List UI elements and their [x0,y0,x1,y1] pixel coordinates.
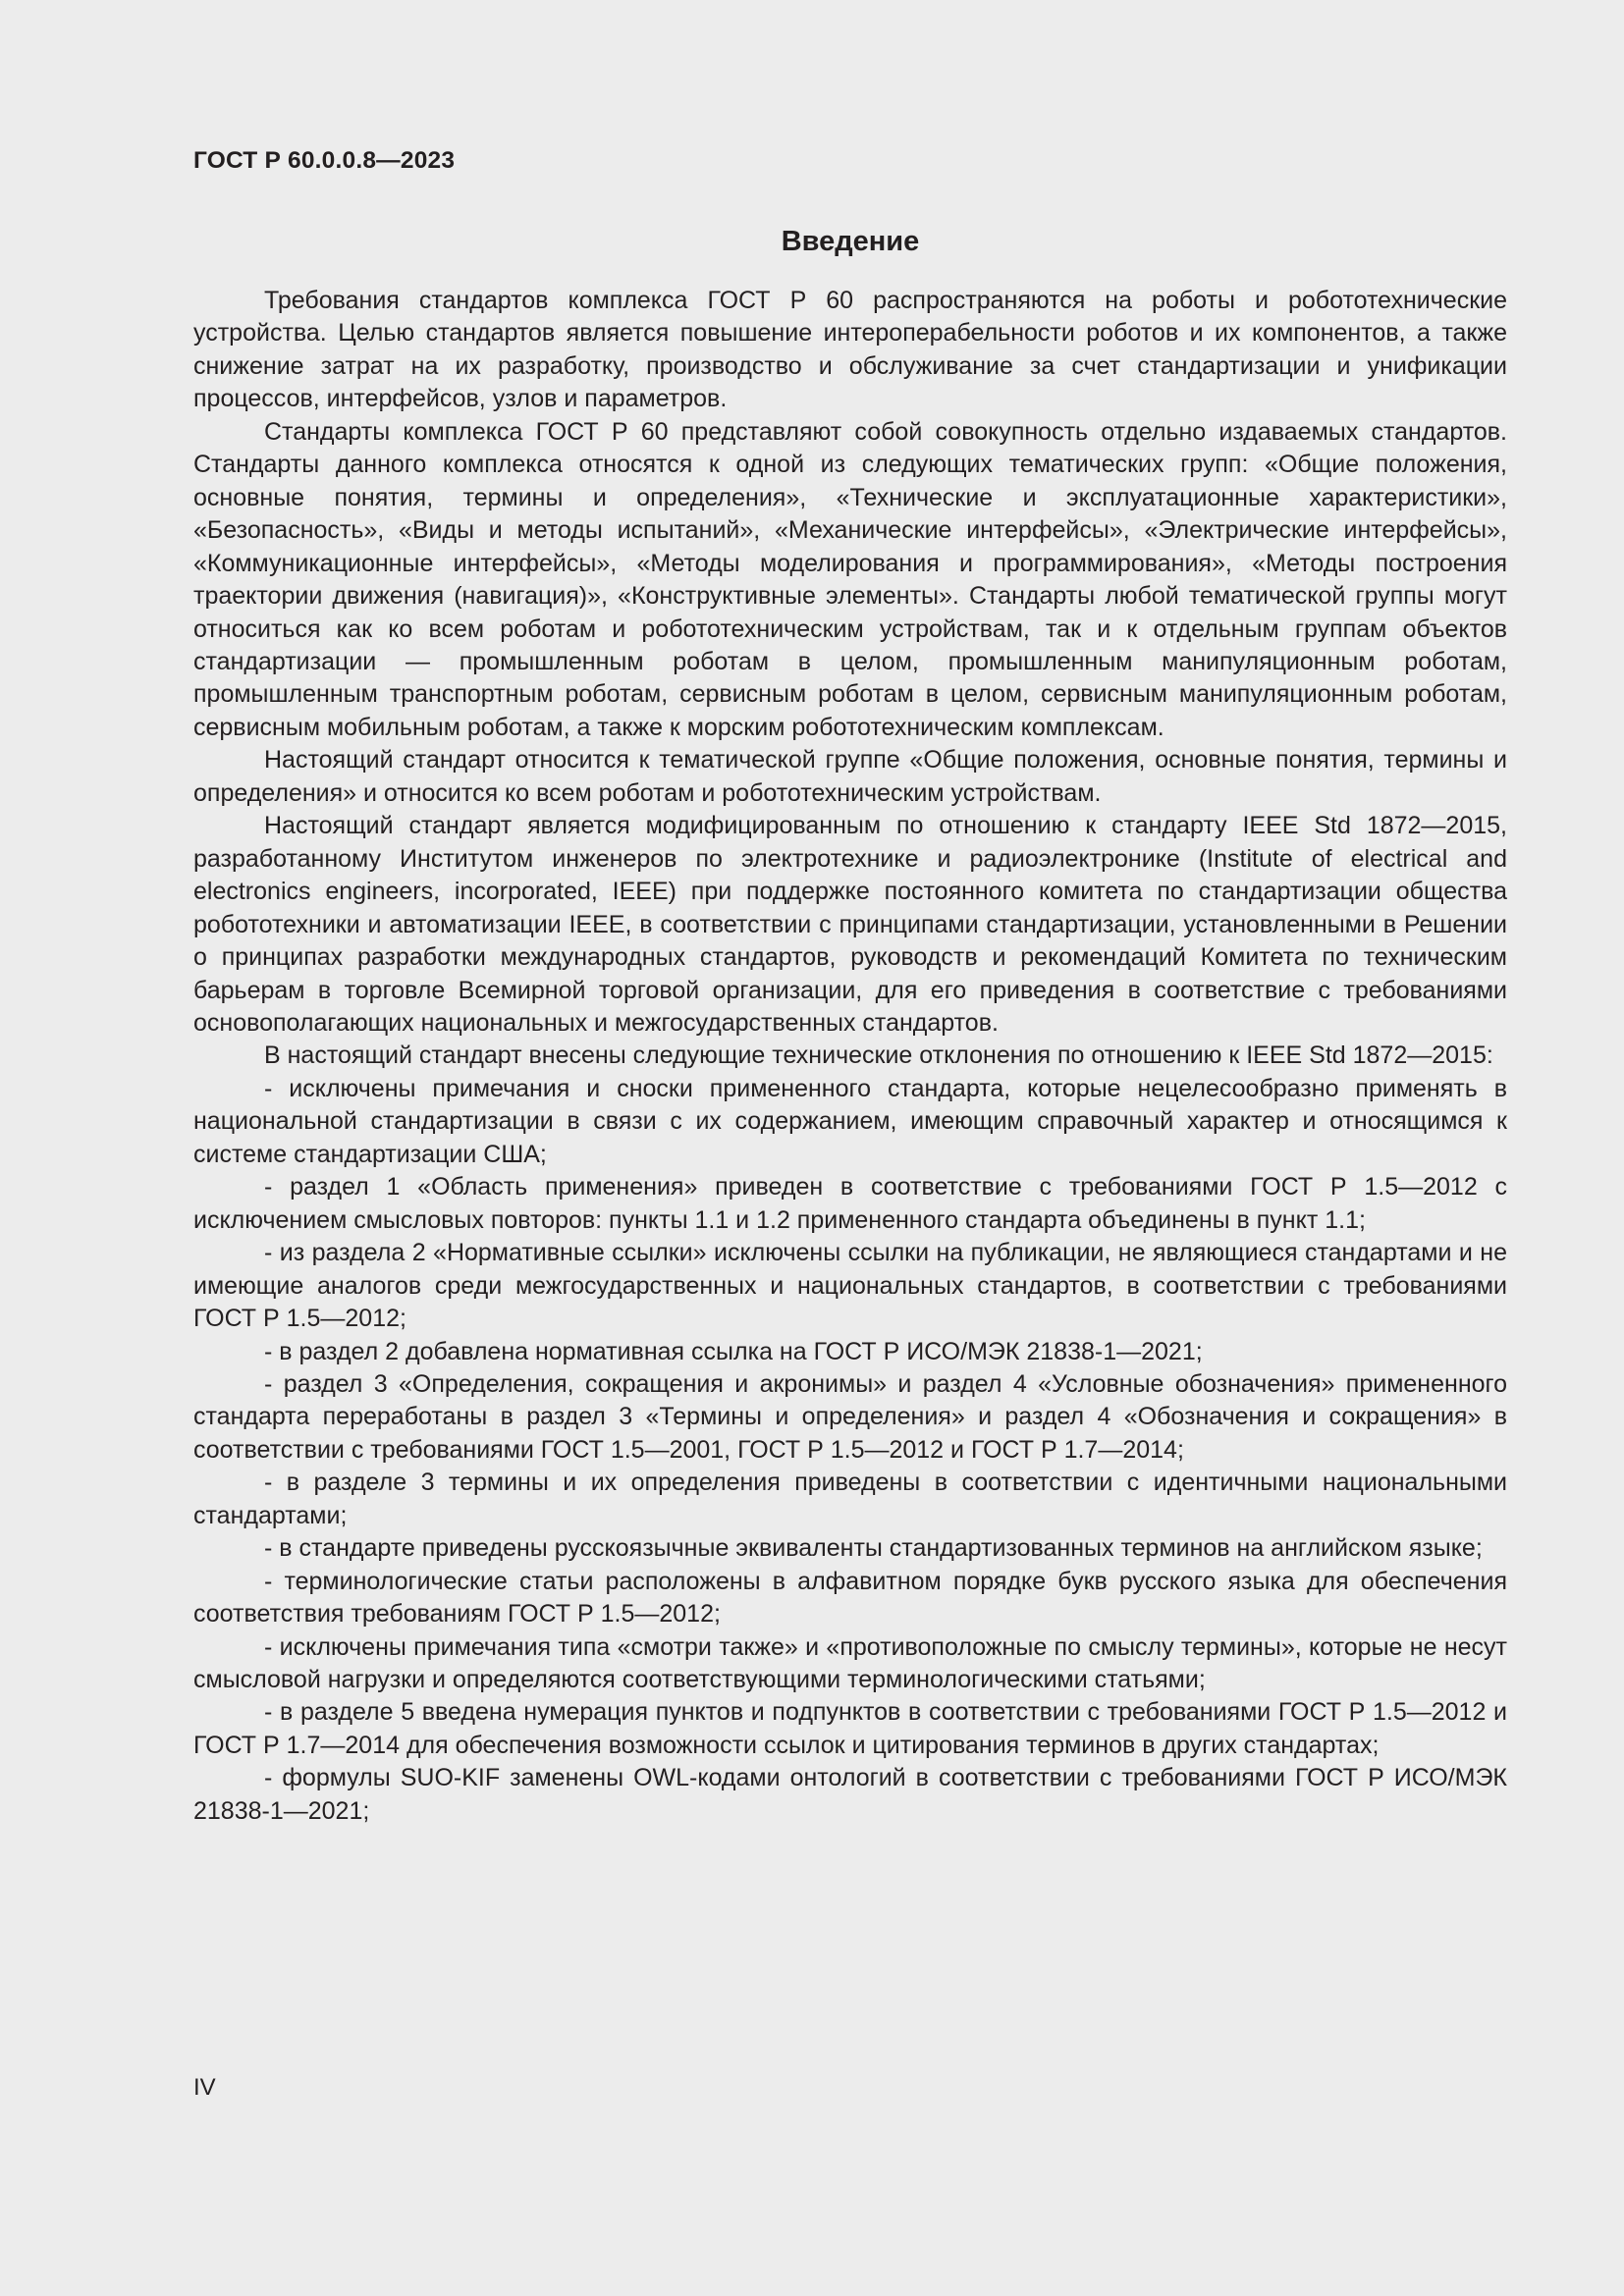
page-number: IV [193,2074,216,2101]
list-item: - в разделе 5 введена нумерация пунктов и подпунктов в соответствии с требованиями ГОСТ Р 1.5—2012 и ГОСТ Р 1.7—2014 для обеспечения возможности ссылок и цитирования терминов в других стандартах; [193,1698,1507,1759]
list-item: - в разделе 3 термины и их определения приведены в соответствии с идентичными национальными стандартами; [193,1468,1507,1529]
list-item: - раздел 3 «Определения, сокращения и акронимы» и раздел 4 «Условные обозначения» примененного стандарта переработаны в раздел 3 «Термины и определения» и раздел 4 «Обозначения и сокращения» в соответствии с требованиями ГОСТ 1.5—2001, ГОСТ Р 1.5—2012 и ГОСТ Р 1.7—2014; [193,1369,1507,1464]
list-item: - в стандарте приведены русскоязычные эквиваленты стандартизованных терминов на английском языке; [264,1534,1483,1563]
list-item: - из раздела 2 «Нормативные ссылки» исключены ссылки на публикации, не являющиеся стандартами и не имеющие аналогов среди межгосударственных и национальных стандартов, в соответствии с требованиями ГОСТ Р 1.5—2012; [193,1239,1507,1333]
list-item: - терминологические статьи расположены в алфавитном порядке букв русского языка для обеспечения соответствия требованиям ГОСТ Р 1.5—2012; [193,1567,1507,1629]
list-item: - раздел 1 «Область применения» приведен в соответствие с требованиями ГОСТ Р 1.5—2012 с исключением смысловых повторов: пункты 1.1 и 1.2 примененного стандарта объединены в пункт 1.1; [193,1173,1507,1234]
paragraph: Требования стандартов комплекса ГОСТ Р 60 распространяются на роботы и робототехнические устройства. Целью стандартов является повышение интероперабельности роботов и их компонентов, а также снижение затрат на их разработку, производство и обслуживание за счет стандартизации и унификации процессов, интерфейсов, узлов и параметров. [193,287,1507,413]
paragraph: Настоящий стандарт является модифицированным по отношению к стандарту IEEE Std 1872—2015, разработанному Институтом инженеров по электротехнике и радиоэлектронике (Institute of electrical and electronics engineers, incorporated, IEEE) при поддержке постоянного комитета по стандартизации общества робототехники и автоматизации IEEE, в соответствии с принципами стандартизации, установленными в Решении о принципах разработки международных стандартов, руководств и рекомендаций Комитета по техническим барьерам в торговле Всемирной торговой организации, для его приведения в соответствие с требованиями основополагающих национальных и межгосударственных стандартов. [193,812,1507,1037]
list-item: - исключены примечания и сноски примененного стандарта, которые нецелесообразно применять в национальной стандартизации в связи с их содержанием, имеющим справочный характер и относящимся к системе стандартизации США; [193,1074,1507,1168]
paragraph: Настоящий стандарт относится к тематической группе «Общие положения, основные понятия, термины и определения» и относится ко всем роботам и робототехническим устройствам. [193,746,1507,807]
list-item: - исключены примечания типа «смотри также» и «противоположные по смыслу термины», которые не несут смысловой нагрузки и определяются соответствующими терминологическими статьями; [193,1632,1507,1694]
list-item: - формулы SUO-KIF заменены OWL-кодами онтологий в соответствии с требованиями ГОСТ Р ИСО/МЭК 21838-1—2021; [193,1764,1507,1825]
section-title: Введение [781,226,920,257]
body-text [193,285,1507,1828]
document-code-header: ГОСТ Р 60.0.0.8—2023 [193,147,456,174]
paragraph: В настоящий стандарт внесены следующие технические отклонения по отношению к IEEE Std 1872—2015: [264,1041,1493,1070]
list-item: - в раздел 2 добавлена нормативная ссылка на ГОСТ Р ИСО/МЭК 21838-1—2021; [264,1337,1203,1365]
paragraph: Стандарты комплекса ГОСТ Р 60 представляют собой совокупность отдельно издаваемых стандартов. Стандарты данного комплекса относятся к одной из следующих тематических групп: «Общие положения, основные понятия, термины и определения», «Технические и эксплуатационные характеристики», «Безопасность», «Виды и методы испытаний», «Механические интерфейсы», «Электрические интерфейсы», «Коммуникационные интерфейсы», «Методы моделирования и программирования», «Методы построения траектории движения (навигация)», «Конструктивные элементы». Стандарты любой тематической группы могут относиться как ко всем роботам и робототехническим устройствам, так и к отдельным группам объектов стандартизации — промышленным роботам в целом, промышленным манипуляционным роботам, промышленным транспортным роботам, сервисным роботам в целом, сервисным манипуляционным роботам, сервисным мобильным роботам, а также к морским робототехническим комплексам. [193,417,1507,741]
